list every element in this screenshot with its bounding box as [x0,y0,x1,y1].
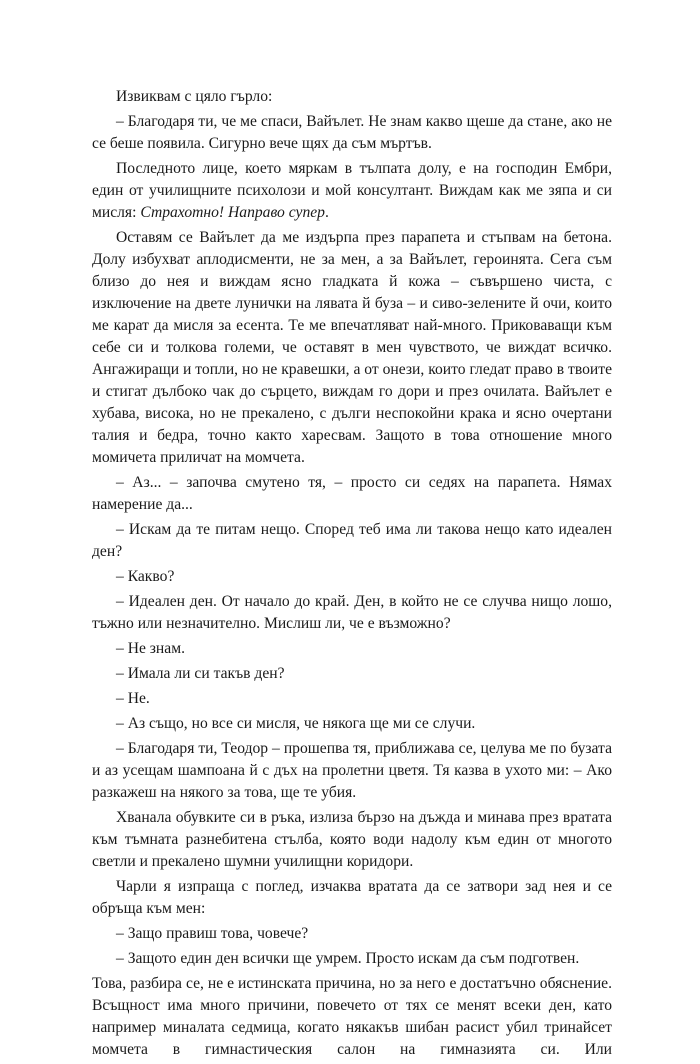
paragraph-3-italic: Страхотно! Направо супер [140,204,325,221]
paragraph-3-text: Последното лице, което мяркам в тълпата долу, е на господин Ембри, един от училищните психолози и мой консултант. Виждам как ме зяпа и си мисля: [92,160,612,221]
paragraph-17: – Защото един ден всички ще умрем. Просто искам да съм подготвен. [116,950,580,967]
paragraph-8: – Идеален ден. От начало до край. Ден, в който не се случва нищо лошо, тъжно или незначително. Мислиш ли, че е възможно? [92,593,612,632]
paragraph-6: – Искам да те питам нещо. Според теб има ли такова нещо като идеален ден? [92,521,612,560]
paragraph-1: Извиквам с цяло гърло: [116,88,273,105]
paragraph-4: Оставям се Вайълет да ме издърпа през парапета и стъпвам на бетона. Долу избухват аплодисменти, не за мен, а за Вайълет, героинята. Сега съм близо до нея и виждам ясно гладката й кожа – съвършено чиста, с изключение на двете лунички на лявата й буза – и сиво-зелените й очи, които ме карат да мисля за есента. Те ме впечатляват най-много. Приковаващи към себе си и толкова големи, че оставят в мен чувството, че виждат всичко. Ангажиращи и топли, но не кравешки, а от онези, които гледат право в твоите и стигат дълбоко чак до сърцето, виждам го дори и през очилата. Вайълет е хубава, висока, но не прекалено, с дълги неспокойни крака и ясно очертани талия и бедра, точно както харесвам. Защото в това отношение много момичета приличат на момчета. [92,229,612,466]
paragraph-15: Чарли я изпраща с поглед, изчаква вратата да се затвори зад нея и се обръща към мен: [92,878,612,917]
book-page [92,86,612,1064]
paragraph-7: – Какво? [116,568,175,585]
paragraph-18: Това, разбира се, не е истинската причина, но за него е достатъчно обяснение. Всъщност има много причини, повечето от тях се менят всеки ден, като например миналата седмица, когато някакъв шибан расист убил тринайсет момчета в гимнастическия салон на гимназията си. Или [92,975,612,1058]
paragraph-9: – Не знам. [116,640,185,657]
paragraph-2: – Благодаря ти, че ме спаси, Вайълет. Не знам какво щеше да стане, ако не се беше появила. Сигурно вече щях да съм мъртъв. [92,113,612,152]
paragraph-12: – Аз също, но все си мисля, че някога ще ми се случи. [116,715,476,732]
paragraph-11: – Не. [116,690,150,707]
paragraph-10: – Имала ли си такъв ден? [116,665,285,682]
paragraph-3-end: . [324,204,329,221]
paragraph-14: Хванала обувките си в ръка, излиза бързо на дъжда и минава през вратата към тъмната разнебитена стълба, която води надолу към един от многото светли и прекалено шумни училищни коридори. [92,809,612,870]
paragraph-16: – Защо правиш това, човече? [116,925,309,942]
paragraph-5: – Аз... – започва смутено тя, – просто си седях на парапета. Нямах намерение да... [92,474,612,513]
paragraph-3 [92,158,612,224]
paragraph-13: – Благодаря ти, Теодор – прошепва тя, приближава се, целува ме по бузата и аз усещам шампоана й с дъх на пролетни цветя. Тя казва в ухото ми: – Ако разкажеш на някого за това, ще те убия. [92,740,612,801]
